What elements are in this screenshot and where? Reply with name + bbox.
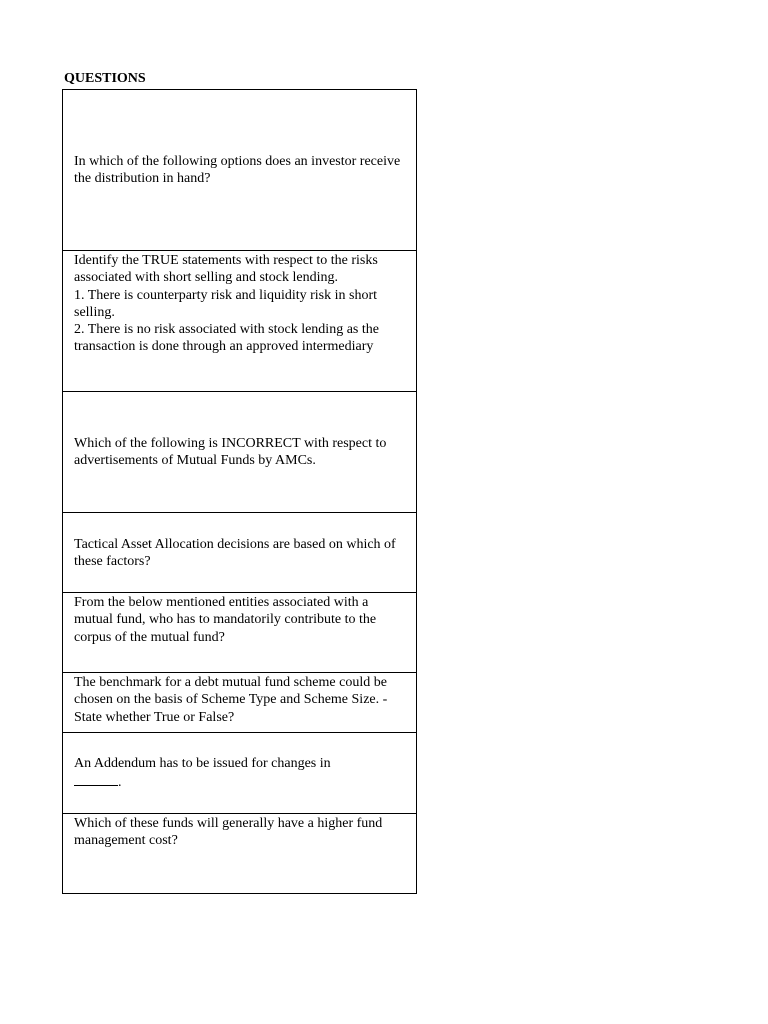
table-row bbox=[63, 673, 417, 733]
question-cell-7 bbox=[63, 733, 417, 814]
question-cell-6: The benchmark for a debt mutual fund scheme could be chosen on the basis of Scheme Type and Scheme Size. - State whether True or False? bbox=[63, 673, 417, 733]
question-cell-8: Which of these funds will generally have a higher fund management cost? bbox=[63, 814, 417, 894]
addendum-suffix: . bbox=[118, 774, 122, 790]
question-cell-4: Tactical Asset Allocation decisions are based on which of these factors? bbox=[63, 513, 417, 593]
table-row bbox=[63, 90, 417, 251]
question-cell-5: From the below mentioned entities associated with a mutual fund, who has to mandatorily contribute to the corpus of the mutual fund? bbox=[63, 593, 417, 673]
answer-blank bbox=[74, 773, 118, 786]
questions-heading: QUESTIONS bbox=[64, 71, 146, 86]
table-row bbox=[63, 814, 417, 894]
table-row bbox=[63, 251, 417, 392]
question-cell-2: Identify the TRUE statements with respect to the risks associated with short selling and stock lending. 1. There is counterparty risk and liquidity risk in short selling. 2. There is no risk associated with stock lending as the transaction is done through an approved intermediary bbox=[63, 251, 417, 392]
table-row bbox=[63, 513, 417, 593]
question-cell-3: Which of the following is INCORRECT with respect to advertisements of Mutual Funds by AMCs. bbox=[63, 392, 417, 513]
questions-table bbox=[62, 89, 417, 894]
table-row bbox=[63, 593, 417, 673]
table-row bbox=[63, 392, 417, 513]
table-row bbox=[63, 733, 417, 814]
question-cell-1: In which of the following options does an investor receive the distribution in hand? bbox=[63, 90, 417, 251]
question-text-7: An Addendum has to be issued for changes in bbox=[74, 756, 331, 772]
